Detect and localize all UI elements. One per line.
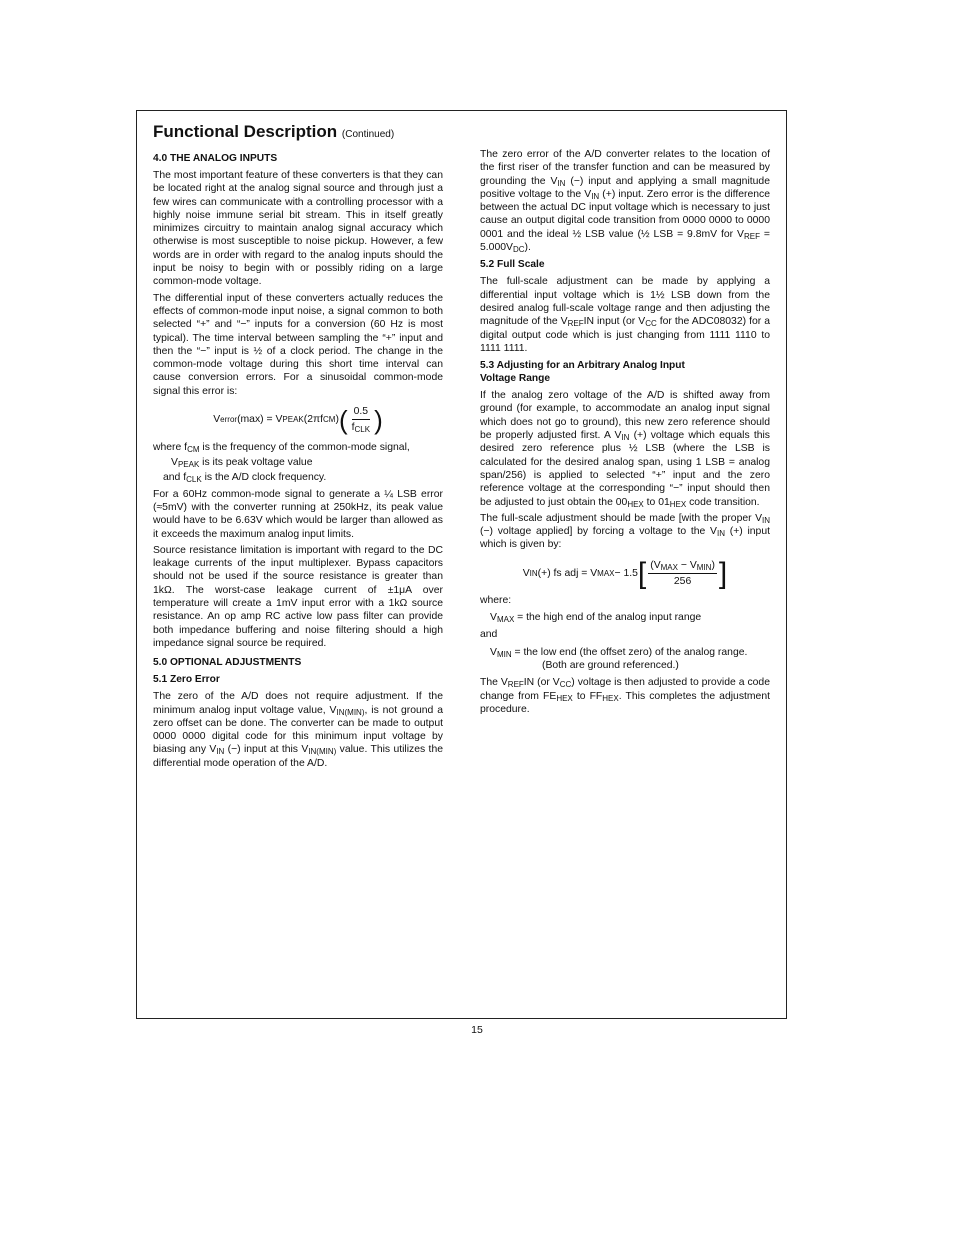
def-vmax xyxy=(480,611,770,624)
paragraph-60hz-example: For a 60Hz common-mode signal to generate a ¼ LSB error (≈5mV) with the converter running at 250kHz, its peak value would have to be 6.63V which would be larger than allowed as it exceeds the maximum analog input limits. xyxy=(153,488,443,540)
section-5-1-heading: 5.1 Zero Error xyxy=(153,674,220,686)
p5-b-sub: IN xyxy=(216,747,225,757)
p6-b-sub: IN xyxy=(591,191,600,201)
def-fcm-sub: CM xyxy=(187,444,200,454)
section-4-0-heading: 4.0 THE ANALOG INPUTS xyxy=(153,153,278,164)
p6-d-sub: DC xyxy=(512,245,525,255)
p10-e: . This completes the adjustment procedure. xyxy=(480,690,770,715)
p8-a: If the analog zero voltage of the A/D is shifted away from ground (for example, to accommodate an analog input signal which does not go to ground), this new zero reference should be properly adjusted first. A V xyxy=(480,390,770,442)
continued-label: (Continued) xyxy=(341,129,395,140)
left-bracket: [ xyxy=(637,556,647,590)
p8-b: (+) voltage which equals this desired zero reference plus ½ LSB (where the LSB is calculated for the desired analog span, using 1 LSB = analog span/256) is applied to selected “+” input and the zero reference voltage at the corresponding “−” input should then be adjusted to just obtain the 00 xyxy=(480,430,770,508)
def-vmax-sub: MAX xyxy=(496,615,515,625)
p9-c: (+) input which is given by: xyxy=(480,526,770,551)
eq2-num-a: (V xyxy=(650,559,661,571)
eq2-num-c: ) xyxy=(711,559,715,571)
p9-a-sub: IN xyxy=(762,515,770,525)
def-vmin xyxy=(480,646,770,673)
section-5-0-heading: 5.0 OPTIONAL ADJUSTMENTS xyxy=(153,657,302,669)
right-bracket: ] xyxy=(718,556,728,590)
def-fclk-a: and f xyxy=(163,471,187,483)
p7-b: IN input (or V xyxy=(583,316,646,328)
def-vmin-v: V xyxy=(490,646,497,658)
def-fclk-sub: CLK xyxy=(186,474,202,484)
eq1-v: V xyxy=(213,414,221,426)
eq2-v: V xyxy=(522,568,530,580)
p6-b: (−) input and applying a small magnitude positive voltage to the V xyxy=(480,175,770,200)
page-number: 15 xyxy=(471,1024,483,1036)
paragraph-full-scale-adjust xyxy=(480,512,770,552)
left-column xyxy=(153,148,443,773)
paragraph-differential-input: The differential input of these converters actually reduces the effects of common-mode input noise, a signal common to both selected “+” and “−” inputs for a conversion (60 Hz is most typical). The time interval between sampling the “+” input and then the “−” input is ½ of a clock period. The change in the common-mode voltage during this short time interval can cause conversion errors. For a sinusoidal common-mode signal this error is: xyxy=(153,292,443,397)
paragraph-arbitrary-range xyxy=(480,389,770,509)
def-vmax-v: V xyxy=(490,612,497,624)
section-5-2-heading: 5.2 Full Scale xyxy=(480,259,545,271)
error-equation: V error (max) = V PEAK (2πf CM ) ( $\frac{0.5}{f_{CLK}}$ ) xyxy=(213,404,383,435)
p7-c: for the ADC08032) for a digital output code which is just changing from 1111 1110 to 1111 1111. xyxy=(480,316,770,354)
def-vmin-cont: (Both are ground referenced.) xyxy=(542,659,679,671)
p5-c-sub: IN(MIN) xyxy=(308,747,337,757)
def-fcm-a: where f xyxy=(153,441,188,453)
eq1-close: ) xyxy=(335,414,339,426)
p10-c-sub: HEX xyxy=(556,693,573,703)
right-paren: ) xyxy=(374,404,383,435)
full-scale-equation: V IN (+) fs adj = V MAX − 1.5 [ $\frac{(V_{MAX} - V_{MIN})}{256}$ ] xyxy=(522,556,728,590)
p6-a-sub: IN xyxy=(557,178,566,188)
left-paren: ( xyxy=(338,404,348,435)
eq2-mid: (+) fs adj = V xyxy=(537,568,598,580)
def-fcm xyxy=(153,440,443,455)
eq2-fraction xyxy=(648,559,717,589)
p8-c: to 01 xyxy=(643,496,670,508)
where-definitions xyxy=(153,440,443,485)
p8-d: code transition. xyxy=(686,496,760,508)
p9-b: (−) voltage applied] by forcing a voltage to the V xyxy=(480,526,717,538)
p9-a: The full-scale adjustment should be made [with the proper V xyxy=(480,512,762,524)
p6-a: The zero error of the A/D converter relates to the location of the first riser of the transfer function and can be measured by grounding the V xyxy=(480,149,770,187)
def-fclk xyxy=(153,470,443,485)
paragraph-zero-error-measure xyxy=(480,148,770,254)
paragraph-final-adjust xyxy=(480,676,770,716)
eq1-fraction xyxy=(350,405,372,435)
p6-c-sub: REF xyxy=(744,231,760,241)
right-column xyxy=(480,148,770,719)
eq1-max: (max) = V xyxy=(237,414,283,426)
and-label: and xyxy=(480,629,498,641)
def-fcm-rest: is the frequency of the common-mode signal, xyxy=(199,441,410,453)
section-5-3-heading xyxy=(480,359,770,385)
eq1-denominator xyxy=(350,420,372,434)
p6-e: ). xyxy=(524,242,531,254)
p10-d-sub: HEX xyxy=(602,693,619,703)
eq2-num-sub2: MIN xyxy=(696,562,712,572)
eq2-minus: − 1.5 xyxy=(614,568,638,580)
page-title xyxy=(153,122,394,142)
paragraph-source-resistance: Source resistance limitation is important with regard to the DC leakage currents of the input multiplexer. Bypass capacitors should not be used if the source resistance is greater than 1kΩ. The worst-case leakage current of ±1μA over temperature will create a 1mV input error with a 1kΩ source resistance. An op amp RC active low pass filter can provide both impedance buffering and noise filtering should a high impedance signal source be required. xyxy=(153,544,443,649)
p5-a: The zero of the A/D does not require adjustment. If the minimum analog input voltage value, V xyxy=(153,691,443,716)
title-text: Functional Description xyxy=(153,122,338,141)
s53-line1: 5.3 Adjusting for an Arbitrary Analog Input xyxy=(480,360,685,372)
p7-b-sub: CC xyxy=(645,319,657,329)
p10-b: IN (or V xyxy=(523,677,560,689)
p10-b-sub: CC xyxy=(559,680,572,690)
paragraph-full-scale xyxy=(480,275,770,355)
p5-a-sub: IN(MIN) xyxy=(336,707,365,717)
paragraph-zero-error xyxy=(153,690,443,770)
p10-a: The V xyxy=(480,677,508,689)
p10-a-sub: REF xyxy=(507,680,524,690)
eq2-denominator: 256 xyxy=(673,576,692,588)
p8-b-sub: HEX xyxy=(627,499,644,509)
s53-line2: Voltage Range xyxy=(480,373,551,385)
p5-c: (−) input at this V xyxy=(224,744,309,756)
def-vmax-rest: = the high end of the analog input range xyxy=(514,612,702,624)
p9-b-sub: IN xyxy=(717,529,725,539)
p5-d: value. This utilizes the differential mode operation of the A/D. xyxy=(153,744,444,769)
p5-b: , is not ground a zero offset can be done. The converter can be made to output 0000 0000 digital code for this minimum input voltage by biasing any V xyxy=(153,704,443,756)
def-vmin-sub: MIN xyxy=(496,649,512,659)
p10-c: ) voltage is then adjusted to provide a code change from FE xyxy=(480,677,770,702)
def-vpeak-rest: is its peak voltage value xyxy=(199,456,313,468)
def-vpeak xyxy=(153,455,443,470)
p10-d: to FF xyxy=(572,690,603,702)
p6-d: = 5.000V xyxy=(480,228,770,254)
where-label: where: xyxy=(480,594,512,606)
p8-c-sub: HEX xyxy=(669,499,687,509)
p7-a-sub: REF xyxy=(567,319,584,329)
eq1-den-f: f xyxy=(351,422,355,434)
p6-c: (+) input. Zero error is the difference between the actual DC input voltage which is necessary to just cause an output digital code transition from 0000 0000 to 0000 0001 and the ideal ½ LSB value (½ LSB = 9.8mV for V xyxy=(480,188,770,240)
paragraph-analog-inputs: The most important feature of these converters is that they can be located right at the analog signal source and through just a few wires can communicate with a controlling processor with a highly noise immune serial bit stream. This in itself greatly minimizes circuitry to maintain analog signal accuracy which otherwise is most susceptible to noise pickup. However, a few words are in order with regard to the analog inputs should the input be noisy to begin with or possibly riding on a large common-mode voltage. xyxy=(153,170,443,288)
def-vpeak-sub: PEAK xyxy=(177,459,200,469)
def-fclk-rest: is the A/D clock frequency. xyxy=(201,471,327,483)
eq2-num-sub1: MAX xyxy=(660,562,678,572)
def-vmin-rest: = the low end (the offset zero) of the analog range. xyxy=(511,646,748,658)
eq1-numerator: 0.5 xyxy=(352,405,370,420)
eq2-num-b: − V xyxy=(677,559,697,571)
p7-a: The full-scale adjustment can be made by applying a differential input voltage which is 1½ LSB down from the desired analog full-scale voltage range and then adjusting the magnitude of the V xyxy=(480,276,770,328)
def-vpeak-a: V xyxy=(171,456,178,468)
p8-a-sub: IN xyxy=(621,433,630,443)
eq1-den-sub: CLK xyxy=(354,425,371,435)
eq1-two-pi: (2πf xyxy=(303,414,324,426)
eq2-numerator xyxy=(648,559,717,574)
